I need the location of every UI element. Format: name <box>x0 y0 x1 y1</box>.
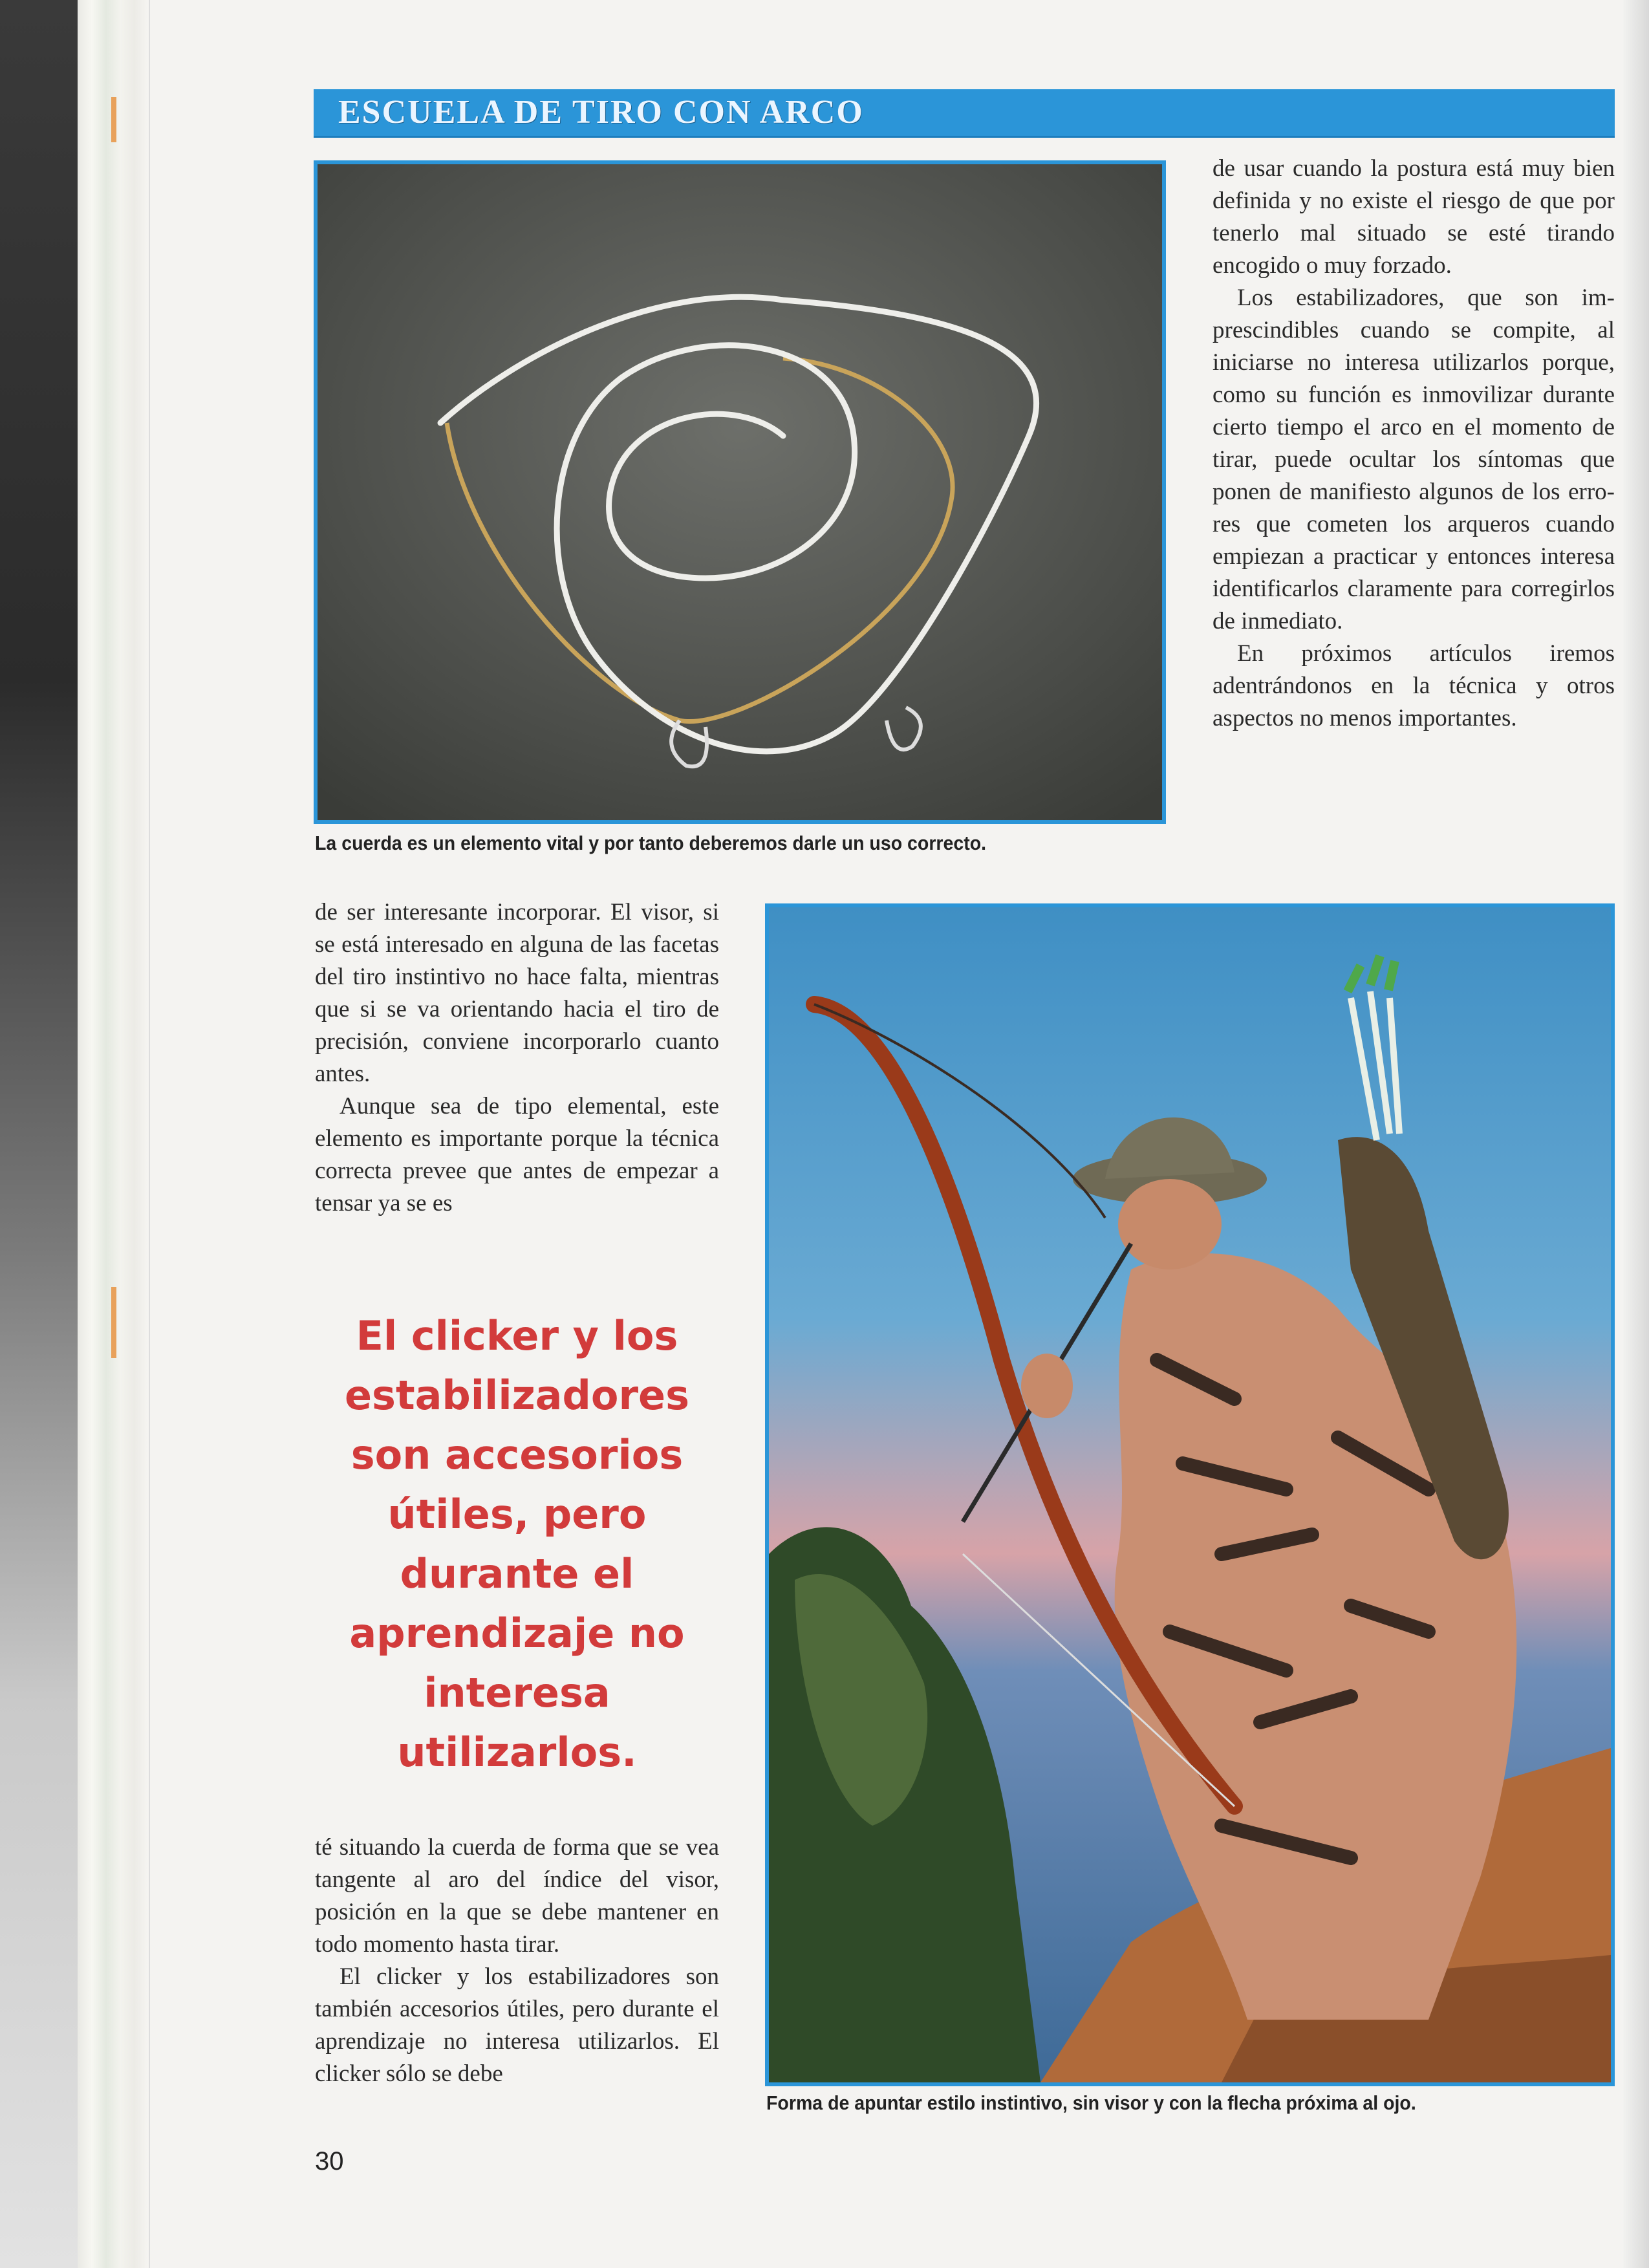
archer-photo <box>765 903 1615 2086</box>
archer-photo-caption: Forma de apuntar estilo instintivo, sin visor y con la flecha próxima al ojo. <box>766 2091 1416 2114</box>
bowstring-photo-caption: La cuerda es un elemento vital y por tanto deberemos darle un uso correcto. <box>315 832 987 854</box>
bowstring-image <box>318 164 1162 820</box>
body-paragraph: Aunque sea de tipo elemental, este elemento es importante porque la técnica correcta prevee que antes de empezar a tensar ya se es <box>315 1093 719 1216</box>
page-tab-marker <box>111 1287 116 1358</box>
page-tab-marker <box>111 97 116 142</box>
book-binding <box>0 0 78 2268</box>
section-title: ESCUELA DE TIRO CON ARCO <box>338 94 864 131</box>
body-paragraph: de ser interesante incorporar. El visor, si se está interesado en alguna de las facetas del tiro instintivo no hace falta, mientras que si se va orientando hacia el tiro de precisión, conviene incorporarlo cuanto antes. <box>315 899 719 1087</box>
archer-image <box>769 907 1611 2082</box>
body-paragraph: té situando la cuerda de forma que se vea tangente al aro del índice del visor, posición en la que se debe mantener en todo momento hasta tirar. <box>315 1834 719 1958</box>
page-right-edge <box>1623 0 1649 2268</box>
body-paragraph: Los estabilizadores, que son imprescindibles cuando se compite, al iniciarse no interesa utilizarlos porque, como su función es inmovilizar durante cierto tiempo el arco en el momento de tirar, puede ocultar los síntomas que ponen de manifiesto algunos de los errores que cometen los arqueros cuando empiezan a practicar y entonces interesa identificarlos claramente para corregirlos de inmediato. <box>1212 285 1615 634</box>
body-paragraph: En próximos artículos iremos adentrándonos en la técnica y otros aspectos no menos importantes. <box>1212 640 1615 731</box>
left-text-column-top <box>315 896 719 1220</box>
bowstring-photo <box>314 160 1166 824</box>
body-paragraph: El clicker y los estabilizadores son también accesorios útiles, pero durante el aprendizaje no interesa utilizarlos. El clicker sólo se debe <box>315 1963 719 2087</box>
page-number: 30 <box>315 2147 344 2176</box>
page-stack-edge <box>78 0 150 2268</box>
right-text-column <box>1212 153 1615 735</box>
pull-quote: El clicker y los estabilizadores son accesorios útiles, pero durante el aprendizaje no interesa utilizarlos. <box>345 1312 689 1776</box>
body-paragraph: de usar cuando la postura está muy bien definida y no existe el riesgo de que por tenerlo mal situado se esté tirando encogido o muy forzado. <box>1212 155 1615 279</box>
section-header-band <box>314 89 1615 138</box>
left-text-column-bottom <box>315 1831 719 2090</box>
